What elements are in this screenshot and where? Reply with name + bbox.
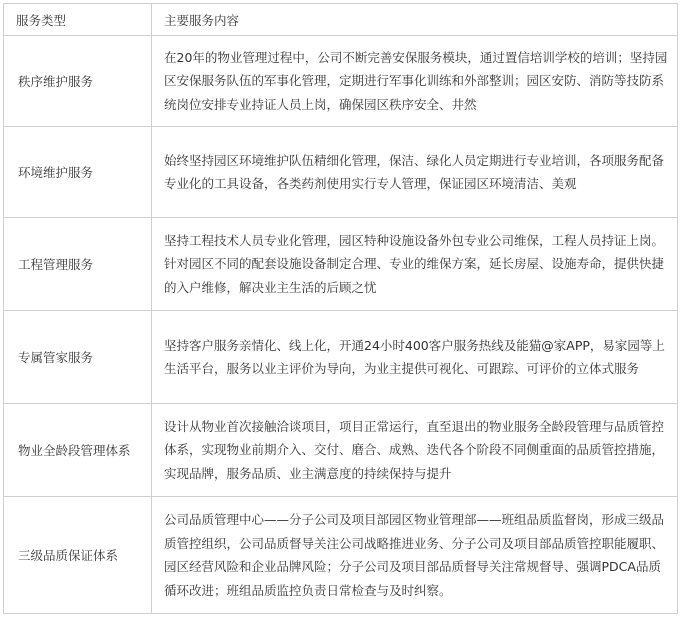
header-service-type: 服务类型 — [4, 4, 152, 36]
table-row — [4, 36, 678, 127]
table-row — [4, 311, 678, 404]
service-table — [3, 3, 678, 614]
table-header-row — [4, 4, 678, 36]
table-row — [4, 218, 678, 311]
service-type-cell: 工程管理服务 — [4, 218, 152, 311]
service-type-cell: 物业全龄段管理体系 — [4, 404, 152, 497]
table-row — [4, 404, 678, 497]
service-type-cell: 秩序维护服务 — [4, 36, 152, 127]
service-type-cell: 三级品质保证体系 — [4, 497, 152, 614]
service-type-cell: 专属管家服务 — [4, 311, 152, 404]
service-content-cell: 公司品质管理中心——分子公司及项目部园区物业管理部——班组品质监督岗，形成三级品质管控组织，公司品质督导关注公司战略推进业务、分子公司及项目部品质管控职能履职、园区经营风险和企业品牌风险；分子公司及项目部品质督导关注常规督导、强调PDCA品质循环改进；班组品质监控负责日常检查与及时纠察。 — [152, 497, 678, 614]
service-content-cell: 坚持客户服务亲情化、线上化，开通24小时400客户服务热线及能猫@家APP，易家园等上生活平台，服务以业主评价为导向，为业主提供可视化、可跟踪、可评价的立体式服务 — [152, 311, 678, 404]
service-content-cell: 始终坚持园区环境维护队伍精细化管理，保洁、绿化人员定期进行专业培训，各项服务配备专业化的工具设备，各类药剂使用实行专人管理，保证园区环境清洁、美观 — [152, 127, 678, 218]
table-row — [4, 497, 678, 614]
service-type-cell: 环境维护服务 — [4, 127, 152, 218]
header-service-content: 主要服务内容 — [152, 4, 678, 36]
service-content-cell: 在20年的物业管理过程中，公司不断完善安保服务模块，通过置信培训学校的培训；坚持园区安保服务队伍的军事化管理，定期进行军事化训练和外部整训；园区安防、消防等技防系统岗位安排专业持证人员上岗，确保园区秩序安全、井然 — [152, 36, 678, 127]
table-row — [4, 127, 678, 218]
service-content-cell: 设计从物业首次接触洽谈项目，项目正常运行，直至退出的物业服务全龄段管理与品质管控体系，实现物业前期介入、交付、磨合、成熟、迭代各个阶段不同侧重面的品质管控措施，实现品牌，服务品质、业主满意度的持续保持与提升 — [152, 404, 678, 497]
service-content-cell: 坚持工程技术人员专业化管理，园区特种设施设备外包专业公司维保，工程人员持证上岗。针对园区不同的配套设施设备制定合理、专业的维保方案，延长房屋、设施寿命，提供快捷的入户维修，解决业主生活的后顾之忧 — [152, 218, 678, 311]
